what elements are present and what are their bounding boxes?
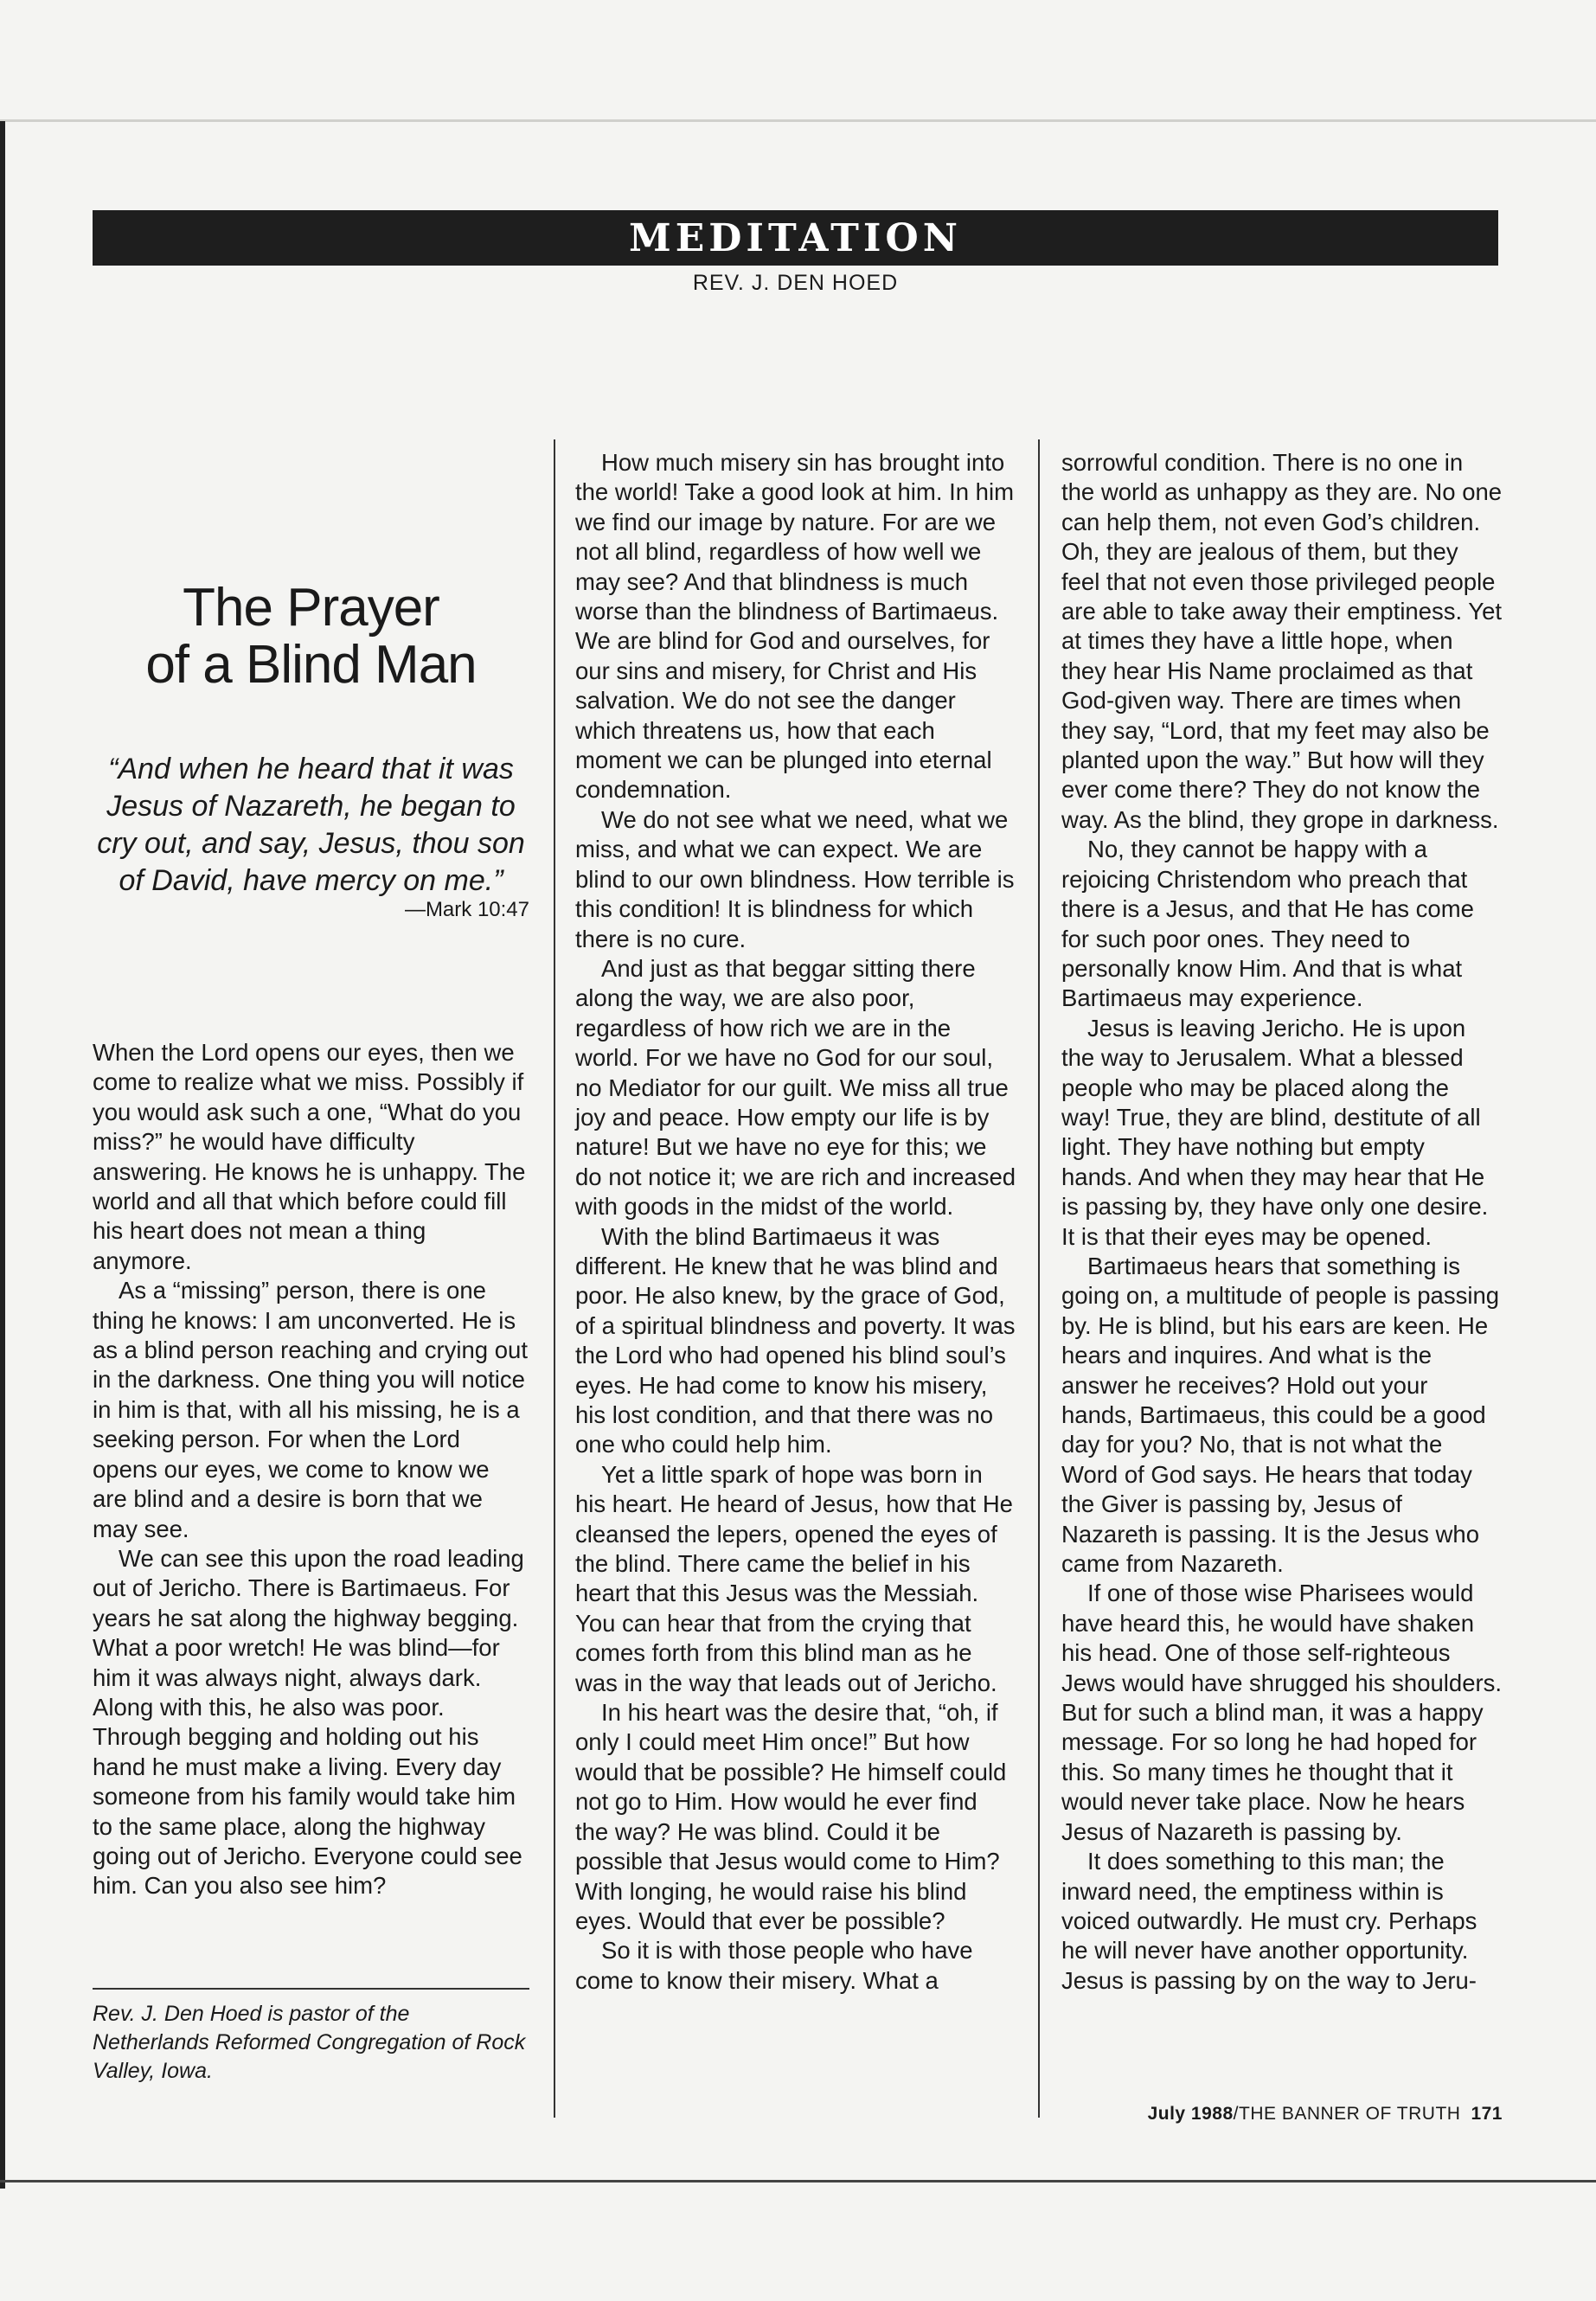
column-divider	[1038, 439, 1040, 2118]
paragraph: When the Lord opens our eyes, then we come to realize what we miss. Possibly if you would ask such a one, “What do you miss?” he would have difficulty answering. He knows he is unhappy. The world and all that which before could fill his heart does not mean a thing anymore.	[93, 1039, 526, 1274]
author-byline: REV. J. DEN HOED	[692, 271, 899, 295]
text-column-2	[575, 448, 1016, 1996]
page-left-edge	[0, 121, 5, 2189]
paragraph: If one of those wise Pharisees would have heard this, he would have shaken his head. One of those self-righteous Jews would have shrugged his shoulders. But for such a blind man, it was a happy message. For so long he had hoped for this. So many times he thought that it would never take place. Now he hears Jesus of Nazareth is passing by.	[1061, 1580, 1503, 1845]
scripture-quote: “And when he heard that it was Jesus of Nazareth, he began to cry out, and say, Jesus, thou son of David, have mercy on me.”	[97, 753, 525, 897]
publication-name: /THE BANNER OF TRUTH	[1233, 2104, 1461, 2124]
article-title-line-1: The Prayer	[183, 578, 439, 638]
scripture-reference: —Mark 10:47	[404, 898, 529, 921]
paragraph: Yet a little spark of hope was born in his heart. He heard of Jesus, how that He cleansed the lepers, opened the eyes of the blind. There came the belief in his heart that this Jesus was the Messiah. You can hear that from the crying that comes forth from this blind man as he was in the way that leads out of Jericho.	[575, 1460, 1013, 1696]
paragraph: How much misery sin has brought into the world! Take a good look at him. In him we find our image by nature. For are we not all blind, regardless of how well we may see? And that blindness is much worse than the blindness of Bartimaeus. We are blind for God and ourselves, for our sins and misery, for Christ and His salvation. We do not see the danger which threatens us, how that each moment we can be plunged into eternal condemnation.	[575, 449, 1014, 804]
article-title-line-2: of a Blind Man	[145, 635, 477, 695]
text-column-3	[1061, 448, 1503, 1996]
paragraph: Bartimaeus hears that something is going on, a multitude of people is passing by. He is blind, but his ears are keen. He hears and inquires. And what is the answer he receives? Hold out your hands, Bartimaeus, this could be a good day for you? No, that is not what the Word of God says. He hears that today the Giver is passing by, Jesus of Nazareth is passing. It is the Jesus who came from Nazareth.	[1061, 1252, 1500, 1578]
paragraph: We can see this upon the road leading out of Jericho. There is Bartimaeus. For years he sat along the highway begging. What a poor wretch! He was blind—for him it was always night, always dark. Along with this, he also was poor. Through begging and holding out his hand he must make a living. Every day someone from his family would take him to the same place, along the highway going out of Jericho. Everyone could see him. Can you also see him?	[93, 1544, 524, 1900]
paragraph: No, they cannot be happy with a rejoicing Christendom who preach that there is a Jesus, and that He has come for such poor ones. They need to personally know Him. And that is what Bartimaeus may experience.	[1061, 836, 1474, 1012]
paragraph: It does something to this man; the inward need, the emptiness within is voiced outwardly. He must cry. Perhaps he will never have another opportunity. Jesus is passing by on the way to Jeru-	[1061, 1848, 1477, 1994]
paragraph: And just as that beggar sitting there along the way, we are also poor, regardless of how rich we are in the world. For we have no God for our soul, no Mediator for our guilt. We miss all true joy and peace. How empty our life is by nature! But we have no eye for this; we do not notice it; we are rich and increased with goods in the midst of the world.	[575, 954, 1016, 1221]
page-number: 171	[1471, 2104, 1503, 2124]
section-banner	[93, 210, 1498, 266]
paragraph: So it is with those people who have come to know their misery. What a	[575, 1937, 973, 1994]
issue-date: July 1988	[1147, 2104, 1234, 2124]
page-footer	[1061, 2104, 1503, 2125]
section-title: MEDITATION	[629, 215, 962, 260]
paragraph: In his heart was the desire that, “oh, if only I could meet Him once!” But how would that be possible? He himself could not go to Him. How would he ever find the way? He was blind. Could it be possible that Jesus would come to Him? With longing, he would raise his blind eyes. Would that ever be possible?	[575, 1699, 1007, 1934]
paragraph: Jesus is leaving Jericho. He is upon the way to Jerusalem. What a blessed people who may be placed along the way! True, they are blind, destitute of all light. They have nothing but empty hands. And when they may hear that He is passing by, they have only one desire. It is that their eyes may be opened.	[1061, 1014, 1489, 1250]
paragraph: As a “missing” person, there is one thing he knows: I am unconverted. He is as a blind person reaching and crying out in the darkness. One thing you will notice in him is that, with all his missing, he is a seeking person. For when the Lord opens our eyes, we come to know we are blind and a desire is born that we may see.	[93, 1277, 528, 1542]
bio-divider	[93, 1988, 529, 1990]
author-bio: Rev. J. Den Hoed is pastor of the Netherlands Reformed Congregation of Rock Valley, Iowa.	[93, 2002, 526, 2083]
text-column-1	[93, 1038, 529, 1901]
paragraph: We do not see what we need, what we miss, and what we can expect. We are blind to our own blindness. How terrible is this condition! It is blindness for which there is no cure.	[575, 805, 1015, 952]
paragraph: With the blind Bartimaeus it was different. He knew that he was blind and poor. He also knew, by the grace of God, of a spiritual blindness and poverty. It was the Lord who had opened his blind soul’s eyes. He had come to know his misery, his lost condition, and that there was no one who could help him.	[575, 1222, 1016, 1458]
page-top-edge	[0, 119, 1596, 122]
paragraph: sorrowful condition. There is no one in the world as unhappy as they are. No one can help them, not even God’s children. Oh, they are jealous of them, but they feel that not even those privileged people are able to take away their emptiness. Yet at times they have a little hope, when they hear His Name proclaimed as that God-given way. There are times when they say, “Lord, that my feet may also be planted upon the way.” But how will they ever come there? They do not know the way. As the blind, they grope in darkness.	[1061, 449, 1503, 833]
column-divider	[554, 439, 555, 2118]
article-title	[93, 580, 529, 694]
page-bottom-edge	[0, 2180, 1596, 2182]
